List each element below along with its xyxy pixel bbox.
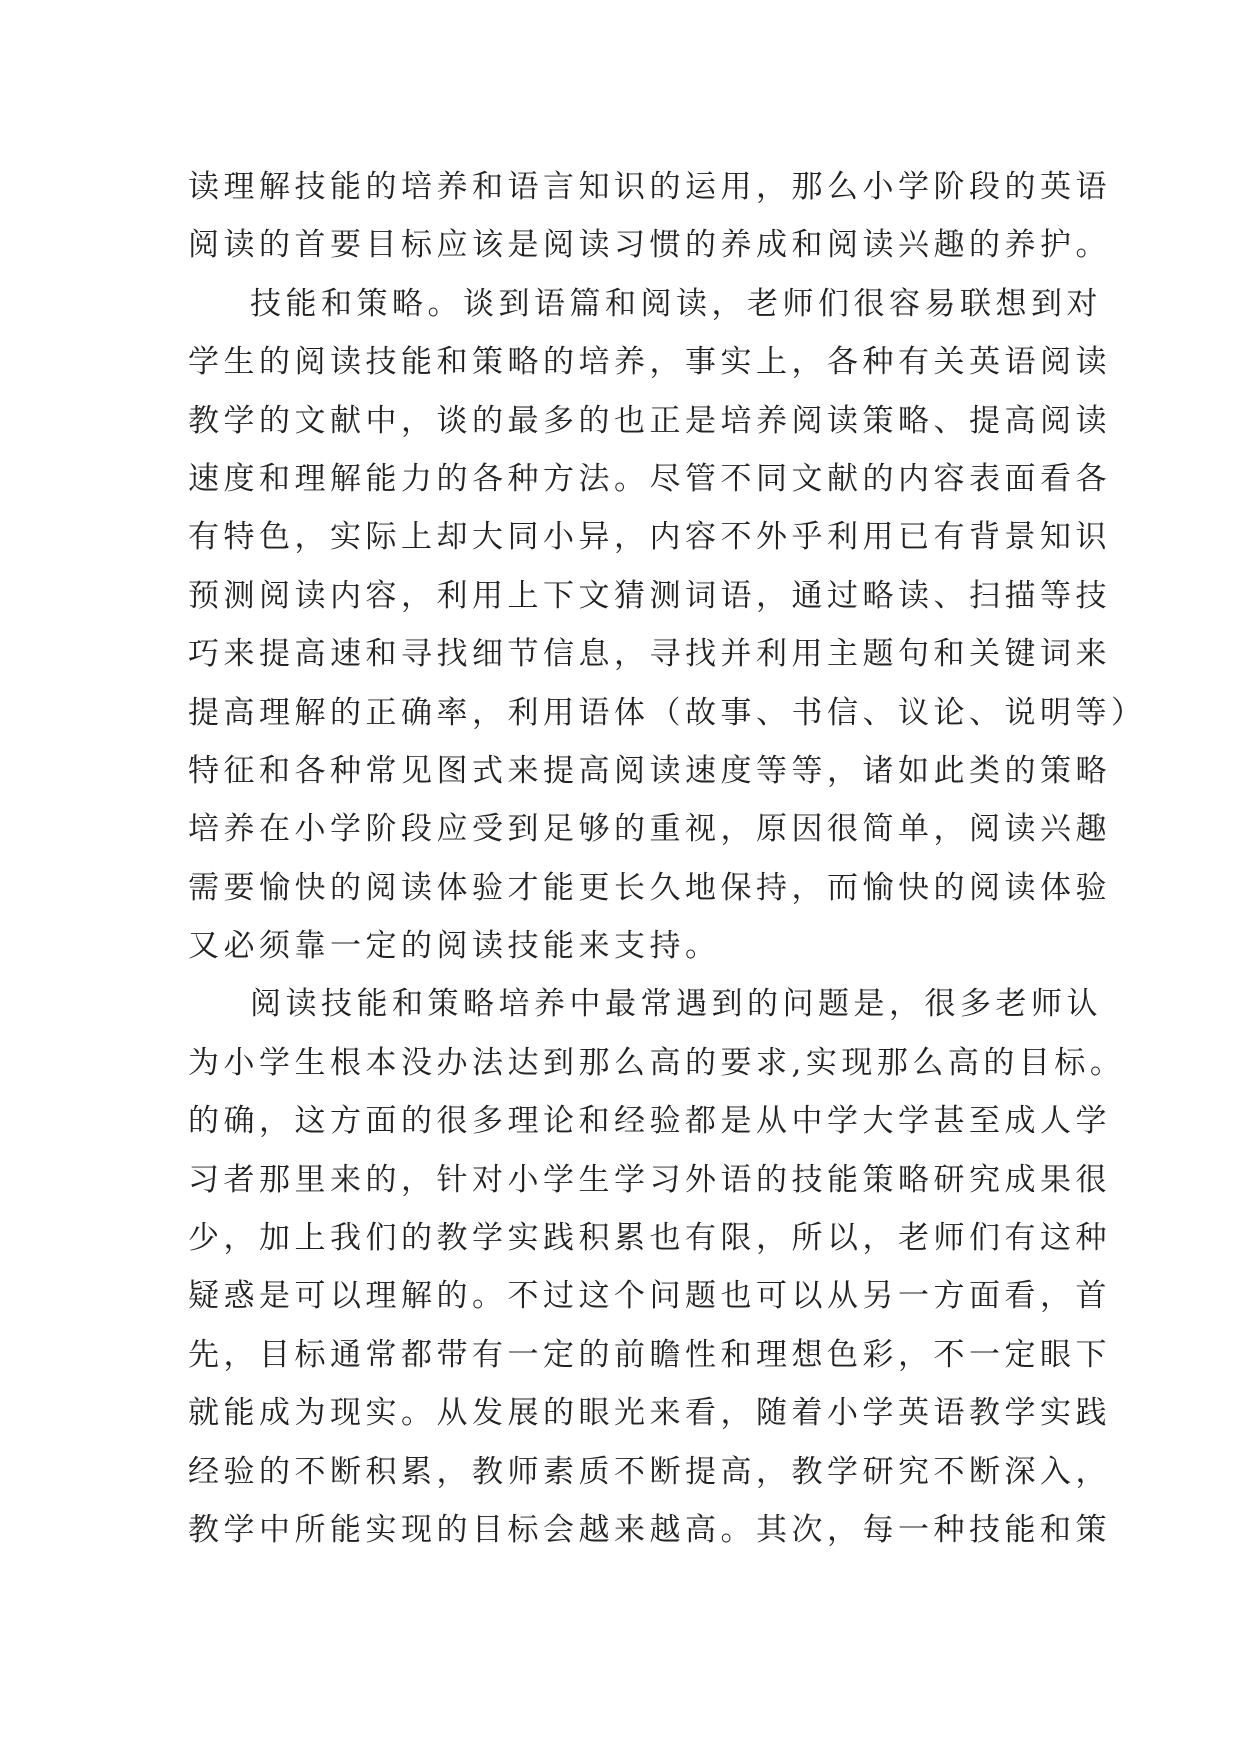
text-line: 特征和各种常见图式来提高阅读速度等等，诸如此类的策略 bbox=[188, 752, 1111, 789]
text-line: 需要愉快的阅读体验才能更长久地保持，而愉快的阅读体验 bbox=[188, 869, 1111, 906]
text-line: 阅读的首要目标应该是阅读习惯的养成和阅读兴趣的养护。 bbox=[188, 227, 1111, 264]
text-line: 先，目标通常都带有一定的前瞻性和理想色彩，不一定眼下 bbox=[188, 1336, 1111, 1373]
text-line: 提高理解的正确率，利用语体（故事、书信、议论、说明等） bbox=[188, 694, 1147, 731]
text-line: 教学中所能实现的目标会越来越高。其次，每一种技能和策 bbox=[188, 1511, 1111, 1548]
paragraph-first-line: 阅读技能和策略培养中最常遇到的问题是，很多老师认 bbox=[250, 986, 1102, 1023]
text-line: 速度和理解能力的各种方法。尽管不同文献的内容表面看各 bbox=[188, 460, 1111, 497]
body-text bbox=[188, 158, 1147, 1559]
text-line: 少，加上我们的教学实践积累也有限，所以，老师们有这种 bbox=[188, 1220, 1111, 1257]
text-line: 又必须靠一定的阅读技能来支持。 bbox=[188, 928, 721, 965]
text-line: 学生的阅读技能和策略的培养，事实上，各种有关英语阅读 bbox=[188, 344, 1111, 381]
text-line: 习者那里来的，针对小学生学习外语的技能策略研究成果很 bbox=[188, 1161, 1111, 1198]
text-line: 有特色，实际上却大同小异，内容不外乎利用已有背景知识 bbox=[188, 519, 1111, 556]
text-line: 读理解技能的培养和语言知识的运用，那么小学阶段的英语 bbox=[188, 169, 1111, 205]
text-line: 巧来提高速和寻找细节信息，寻找并利用主题句和关键词来 bbox=[188, 636, 1111, 673]
text-line: 疑惑是可以理解的。不过这个问题也可以从另一方面看，首 bbox=[188, 1278, 1111, 1315]
text-line: 就能成为现实。从发展的眼光来看，随着小学英语教学实践 bbox=[188, 1395, 1111, 1432]
text-line: 经验的不断积累，教师素质不断提高，教学研究不断深入， bbox=[188, 1453, 1111, 1490]
text-line: 为小学生根本没办法达到那么高的要求,实现那么高的目标。 bbox=[188, 1044, 1126, 1081]
text-line: 预测阅读内容，利用上下文猜测词语，通过略读、扫描等技 bbox=[188, 577, 1111, 614]
paragraph-first-line: 技能和策略。谈到语篇和阅读，老师们很容易联想到对 bbox=[250, 285, 1102, 322]
text-line: 培养在小学阶段应受到足够的重视，原因很简单，阅读兴趣 bbox=[188, 811, 1111, 848]
text-line: 的确，这方面的很多理论和经验都是从中学大学甚至成人学 bbox=[188, 1103, 1111, 1140]
text-line: 教学的文献中，谈的最多的也正是培养阅读策略、提高阅读 bbox=[188, 402, 1111, 439]
